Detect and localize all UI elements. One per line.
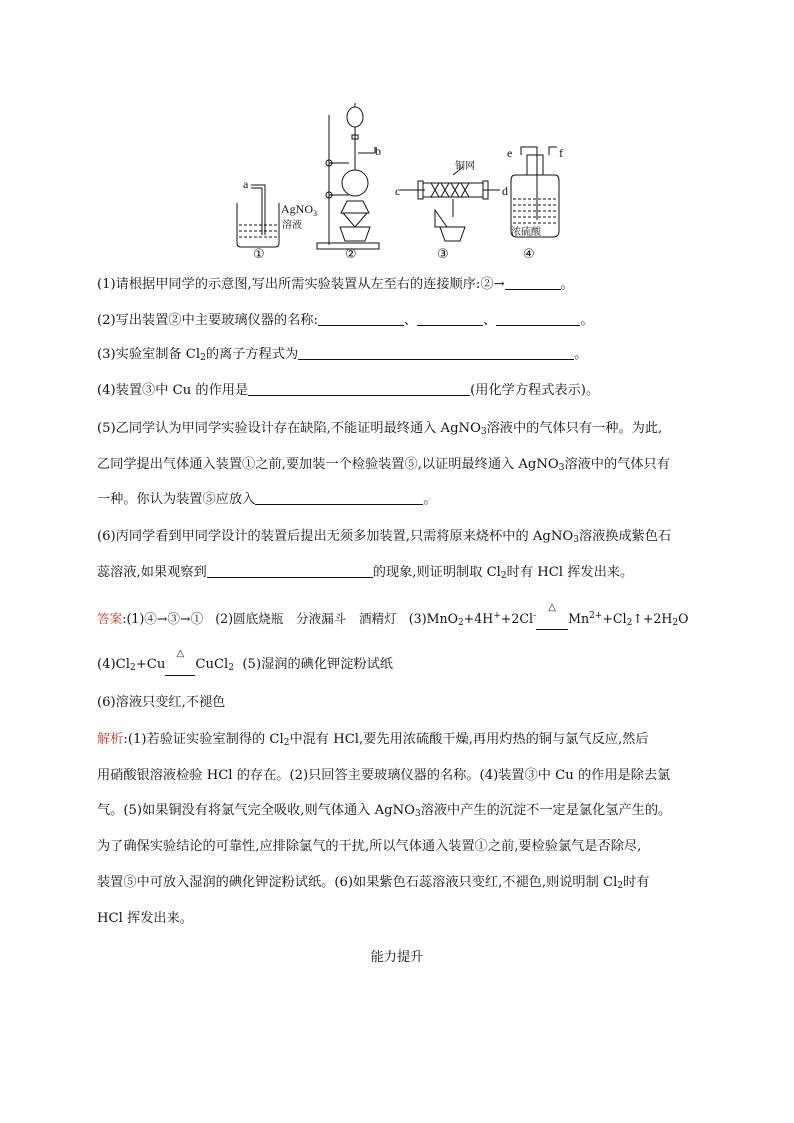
apparatus-figure xyxy=(225,95,565,265)
section-title: 能力提升 xyxy=(370,950,424,965)
analysis-label: 解析 xyxy=(97,732,124,747)
device-1-beaker xyxy=(237,185,279,247)
analysis-line-3: 气。(5)如果铜没有将氯气完全吸收,则气体通入 AgNO$_3$溶液中产生的沉淀不一定是氯化氢产生的。 xyxy=(97,803,672,819)
analysis-line-4: 为了确保实验结论的可靠性,应排除氯气的干扰,所以气体通入装置①之前,要检验氯气是否除尽, xyxy=(97,839,642,854)
label-c: c xyxy=(395,184,401,198)
question-2: (2)写出装置②中主要玻璃仪器的名称: 、 、 。 xyxy=(97,313,594,328)
answer-blank[interactable] xyxy=(298,345,574,360)
label-d: d xyxy=(502,184,508,198)
label-a: a xyxy=(243,177,249,191)
figure-number-4: ④ xyxy=(523,247,535,262)
figure-number-1: ① xyxy=(253,247,265,262)
answer-line-3: (6)溶液只变红,不褪色 xyxy=(97,695,226,710)
label-b: b xyxy=(375,144,381,158)
device-4-wash-bottle xyxy=(511,147,559,237)
label-f: f xyxy=(559,146,563,160)
analysis-line-5: 装置⑤中可放入湿润的碘化钾淀粉试纸。(6)如果紫色石蕊溶液只变红,不褪色,则说明制 $Cl_2$时有 xyxy=(97,875,650,891)
figure-number-2: ② xyxy=(345,247,357,262)
answer-line-1: 答案:(1)④→③→① (2)圆底烧瓶 分液漏斗 酒精灯 (3)MnO$_2$+4H++2Cl- △ $Mn^{2+}+Cl_2↑+2H_2O$ xyxy=(97,602,689,628)
answer-blank[interactable] xyxy=(318,311,404,326)
figure-number-3: ③ xyxy=(437,247,449,262)
answer-blank[interactable] xyxy=(248,381,470,396)
analysis-line-2: 用硝酸银溶液检验 HCl 的存在。(2)只回答主要玻璃仪器的名称。(4)装置③中 Cu 的作用是除去氯 xyxy=(97,768,671,783)
question-6-line-1: (6)丙同学看到甲同学设计的装置后提出无须多加装置,只需将原来烧杯中的 AgNO$_3$溶液换成紫色石 xyxy=(97,529,672,545)
label-copper-mesh: 铜网 xyxy=(455,161,475,172)
answer-line-2: $(4)Cl_2+Cu$ △ CuCl$_2$ (5)湿润的碘化钾淀粉试纸 xyxy=(97,655,393,678)
answer-blank[interactable] xyxy=(207,563,373,578)
question-3: (3)实验室制备 $Cl_2$的离子方程式为 。 xyxy=(97,347,588,363)
reaction-arrow-heat: △ xyxy=(165,655,195,676)
question-6-line-2: 蕊溶液,如果观察到 的现象,则证明制取 $Cl_2$时有 HCl 挥发出来。 xyxy=(97,565,634,581)
device-3-copper-tube xyxy=(400,167,500,241)
answer-label: 答案 xyxy=(97,611,123,626)
analysis-line-6: HCl 挥发出来。 xyxy=(97,911,193,926)
question-1: (1)请根据甲同学的示意图,写出所需实验装置从左至右的连接顺序:②→ 。 xyxy=(97,277,574,292)
question-4: (4)装置③中 Cu 的作用是 (用化学方程式表示)。 xyxy=(97,383,600,398)
question-5-line-1: (5)乙同学认为甲同学实验设计存在缺陷,不能证明最终通入 AgNO$_3$溶液中的气体只有一种。为此, xyxy=(97,421,663,437)
analysis-line-1: 解析:(1)若验证实验室制得的 $Cl_2$中混有 HCl,要先用浓硫酸干燥,再用灼热的铜与氯气反应,然后 xyxy=(97,732,649,748)
label-e: e xyxy=(507,146,513,160)
answer-blank[interactable] xyxy=(417,311,483,326)
device-2-generator xyxy=(317,103,379,249)
label-solution: 溶液 xyxy=(282,220,302,231)
answer-blank[interactable] xyxy=(255,490,423,505)
answer-blank[interactable] xyxy=(496,311,580,326)
apparatus-diagram xyxy=(225,95,565,265)
answer-blank[interactable] xyxy=(505,275,561,290)
reaction-arrow-heat: △ xyxy=(536,609,568,630)
question-5-line-3: 一种。你认为装置⑤应放入 。 xyxy=(97,492,437,507)
question-5-line-2: 乙同学提出气体通入装置①之前,要加装一个检验装置⑤,以证明最终通入 AgNO$_3$溶液中的气体只有 xyxy=(97,457,670,473)
label-agno3: AgNO$_3$ xyxy=(281,202,317,218)
label-conc-acid: 浓硫酸 xyxy=(511,227,541,238)
